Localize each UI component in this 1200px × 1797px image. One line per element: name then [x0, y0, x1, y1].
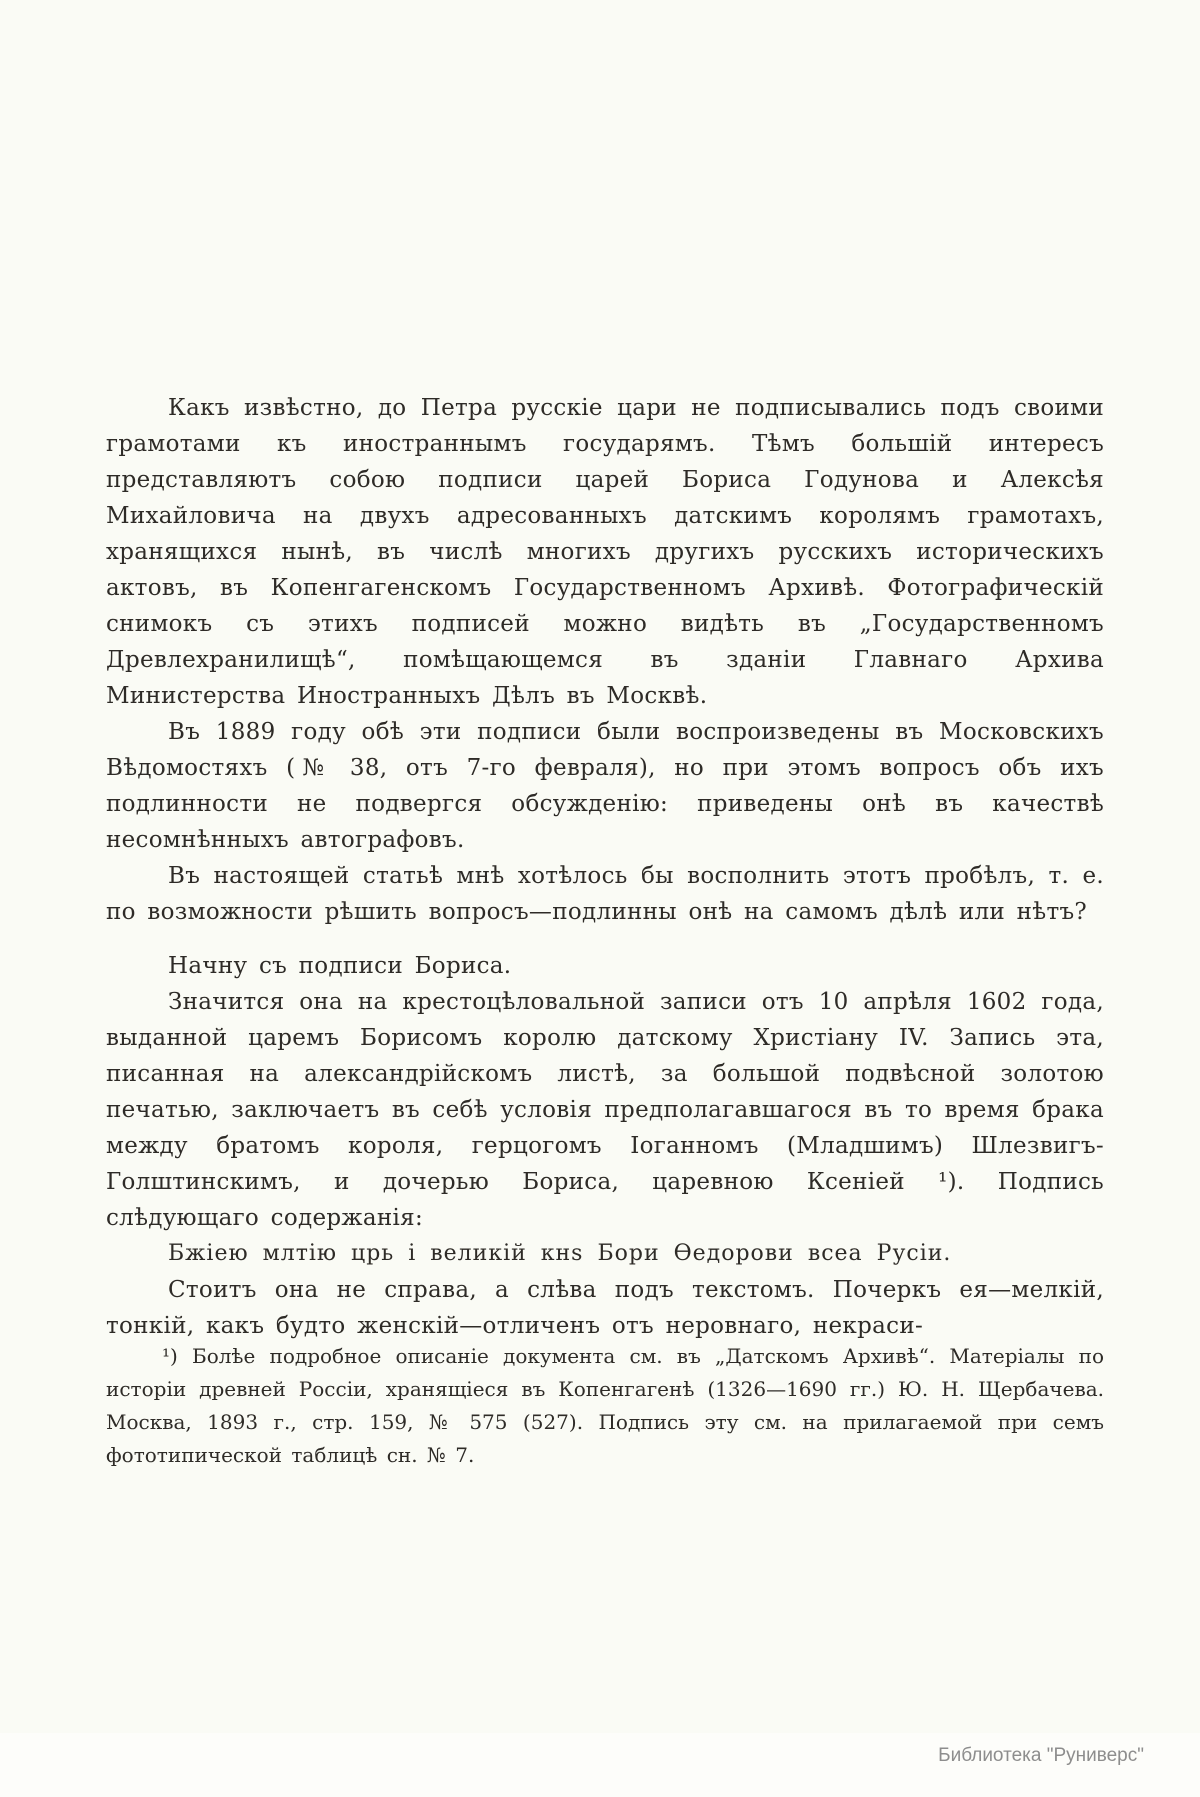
paragraph-article-goal: Въ настоящей статьѣ мнѣ хотѣлось бы восполнить этотъ пробѣлъ, т. е. по возможности рѣшить вопросъ—подлинны онѣ на самомъ дѣлѣ или нѣтъ?: [106, 863, 1104, 925]
page-body: [106, 390, 1104, 1344]
library-watermark: Библиотека "Руниверс": [938, 1745, 1144, 1766]
paragraph-boris-record: Значится она на крестоцѣловальной записи отъ 10 апрѣля 1602 года, выданной царемъ Борисомъ королю датскому Христіану IV. Запись эта, писанная на александрійскомъ листѣ, за большой подвѣсной золотою печатью, заключаетъ въ себѣ условія предполагавшагося въ то время брака между братомъ короля, герцогомъ Іоганномъ (Младшимъ) Шлезвигъ-Голштинскимъ, и дочерью Бориса, царевною Ксеніей ¹). Подпись слѣдующаго содержанія:: [106, 989, 1104, 1231]
paragraph-handwriting: Стоитъ она не справа, а слѣва подъ текстомъ. Почеркъ ея—мелкій, тонкій, какъ будто женскій—отличенъ отъ неровнаго, некраси-: [106, 1277, 1104, 1339]
paragraph-section-start: Начну съ подписи Бориса.: [168, 953, 512, 979]
slavonic-signature-line: Бжіею млтію црь і великій кнѕ Бори Ѳедорови всеа Русіи.: [168, 1241, 952, 1266]
footnote: ¹) Болѣе подробное описаніе документа см. въ „Датскомъ Архивѣ“. Матеріалы по исторіи древней Россіи, хранящіеся въ Копенгагенѣ (1326—1690 гг.) Ю. Н. Щербачева. Москва, 1893 г., стр. 159, № 575 (527). Подпись эту см. на прилагаемой при семъ фототипической таблицѣ сн. № 7.: [106, 1344, 1104, 1467]
paragraph-1889-publication: Въ 1889 году обѣ эти подписи были воспроизведены въ Московскихъ Вѣдомостяхъ (№ 38, отъ 7-го февраля), но при этомъ вопросъ объ ихъ подлинности не подвергся обсужденію: приведены онѣ въ качествѣ несомнѣнныхъ автографовъ.: [106, 719, 1104, 853]
paragraph-intro: Какъ извѣстно, до Петра русскіе цари не подписывались подъ своими грамотами къ иностраннымъ государямъ. Тѣмъ большій интересъ представляютъ собою подписи царей Бориса Годунова и Алексѣя Михайловича на двухъ адресованныхъ датскимъ королямъ грамотахъ, хранящихся нынѣ, въ числѣ многихъ другихъ русскихъ историческихъ актовъ, въ Копенгагенскомъ Государственномъ Архивѣ. Фотографическій снимокъ съ этихъ подписей можно видѣть въ „Государственномъ Древлехранилищѣ“, помѣщающемся въ зданіи Главнаго Архива Министерства Иностранныхъ Дѣлъ въ Москвѣ.: [106, 395, 1104, 709]
